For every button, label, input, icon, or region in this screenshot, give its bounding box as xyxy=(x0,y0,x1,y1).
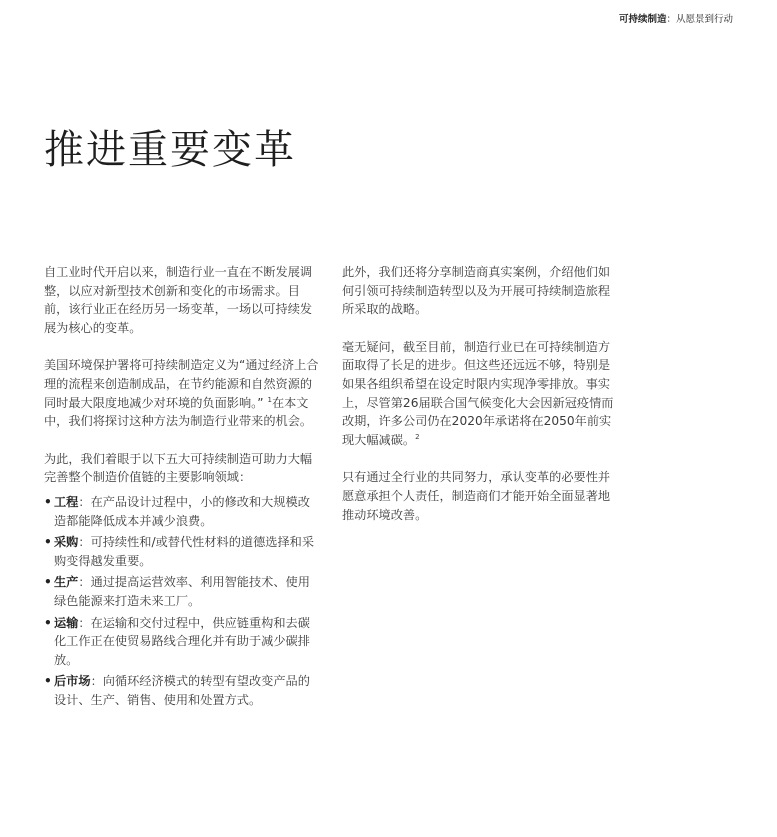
page-title: 推进重要变革 xyxy=(44,127,296,173)
left-paragraph-2-tail: 在本文中，我们将探讨这种方法为制造行业带来的机会。 xyxy=(44,395,313,429)
list-item xyxy=(44,614,320,670)
list-item-term: 后市场 xyxy=(54,674,91,689)
list-item-text: 在产品设计过程中，小的修改和大规模改造都能降低成本并减少浪费。 xyxy=(54,494,310,528)
list-item-text: 向循环经济模式的转型有望改变产品的设计、生产、销售、使用和处置方式。 xyxy=(54,674,310,707)
bullet-icon: • xyxy=(44,494,52,509)
right-paragraph-2-text: 毫无疑问，截至目前，制造行业已在可持续制造方面取得了长足的进步。但这些还远远不够，特别是如果各组织希望在设定时限内实现净零排放。事实上，尽管第26届联合国气候变化大会因新冠疫情而改期，许多公司仍在2020年承诺将在2050年前实现大幅减碳。 xyxy=(342,339,614,447)
running-header-rest: ：从愿景到行动 xyxy=(666,14,733,25)
list-item-separator: ： xyxy=(78,494,91,509)
list-item-separator: ： xyxy=(90,674,103,689)
bullet-icon: • xyxy=(44,575,52,590)
list-item xyxy=(44,533,320,570)
right-paragraph-2 xyxy=(342,338,618,450)
list-item-term: 采购 xyxy=(54,535,79,550)
footnote-ref-2: 2 xyxy=(415,432,420,441)
list-item-term: 生产 xyxy=(54,575,79,590)
left-column xyxy=(44,263,320,712)
list-item-text: 可持续性和/或替代性材料的道德选择和采购变得越发重要。 xyxy=(54,535,315,568)
left-paragraph-3: 为此，我们着眼于以下五大可持续制造可助力大幅完善整个制造价值链的主要影响领域： xyxy=(44,451,313,485)
right-paragraph-1: 此外，我们还将分享制造商真实案例，介绍他们如何引领可持续制造转型以及为开展可持续制造旅程所采取的战略。 xyxy=(342,265,611,317)
list-item-term: 运输 xyxy=(54,615,79,630)
list-item xyxy=(44,573,320,610)
list-item-text: 通过提高运营效率、利用智能技术、使用绿色能源来打造未来工厂。 xyxy=(54,575,310,608)
footnote-ref-1: 1 xyxy=(267,395,272,404)
left-paragraph-1: 自工业时代开启以来，制造行业一直在不断发展调整，以应对新型技术创新和变化的市场需求。目前，该行业正在经历另一场变革，一场以可持续发展为核心的变革。 xyxy=(44,265,313,335)
right-paragraph-3: 只有通过全行业的共同努力，承认变革的必要性并愿意承担个人责任，制造商们才能开始全面显著地推动环境改善。 xyxy=(342,470,611,522)
running-header-bold: 可持续制造 xyxy=(618,14,667,25)
impact-areas-list xyxy=(44,493,320,710)
left-paragraph-2 xyxy=(44,356,320,430)
list-item-separator: ： xyxy=(78,615,91,630)
list-item-term: 工程 xyxy=(54,494,79,509)
bullet-icon: • xyxy=(44,615,52,630)
list-item-text: 在运输和交付过程中，供应链重构和去碳化工作正在使贸易路线合理化并有助于减少碳排放。 xyxy=(54,615,310,667)
running-header xyxy=(619,11,733,25)
list-item xyxy=(44,493,320,530)
right-column xyxy=(342,263,618,543)
list-item xyxy=(44,672,320,709)
bullet-icon: • xyxy=(44,674,52,689)
left-paragraph-2-text: 美国环境保护署将可持续制造定义为“通过经济上合理的流程来创造制成品，在节约能源和自然资源的同时最大限度地减少对环境的负面影响。” xyxy=(44,358,319,410)
bullet-icon: • xyxy=(44,535,52,550)
list-item-separator: ： xyxy=(78,535,91,550)
list-item-separator: ： xyxy=(78,575,91,590)
